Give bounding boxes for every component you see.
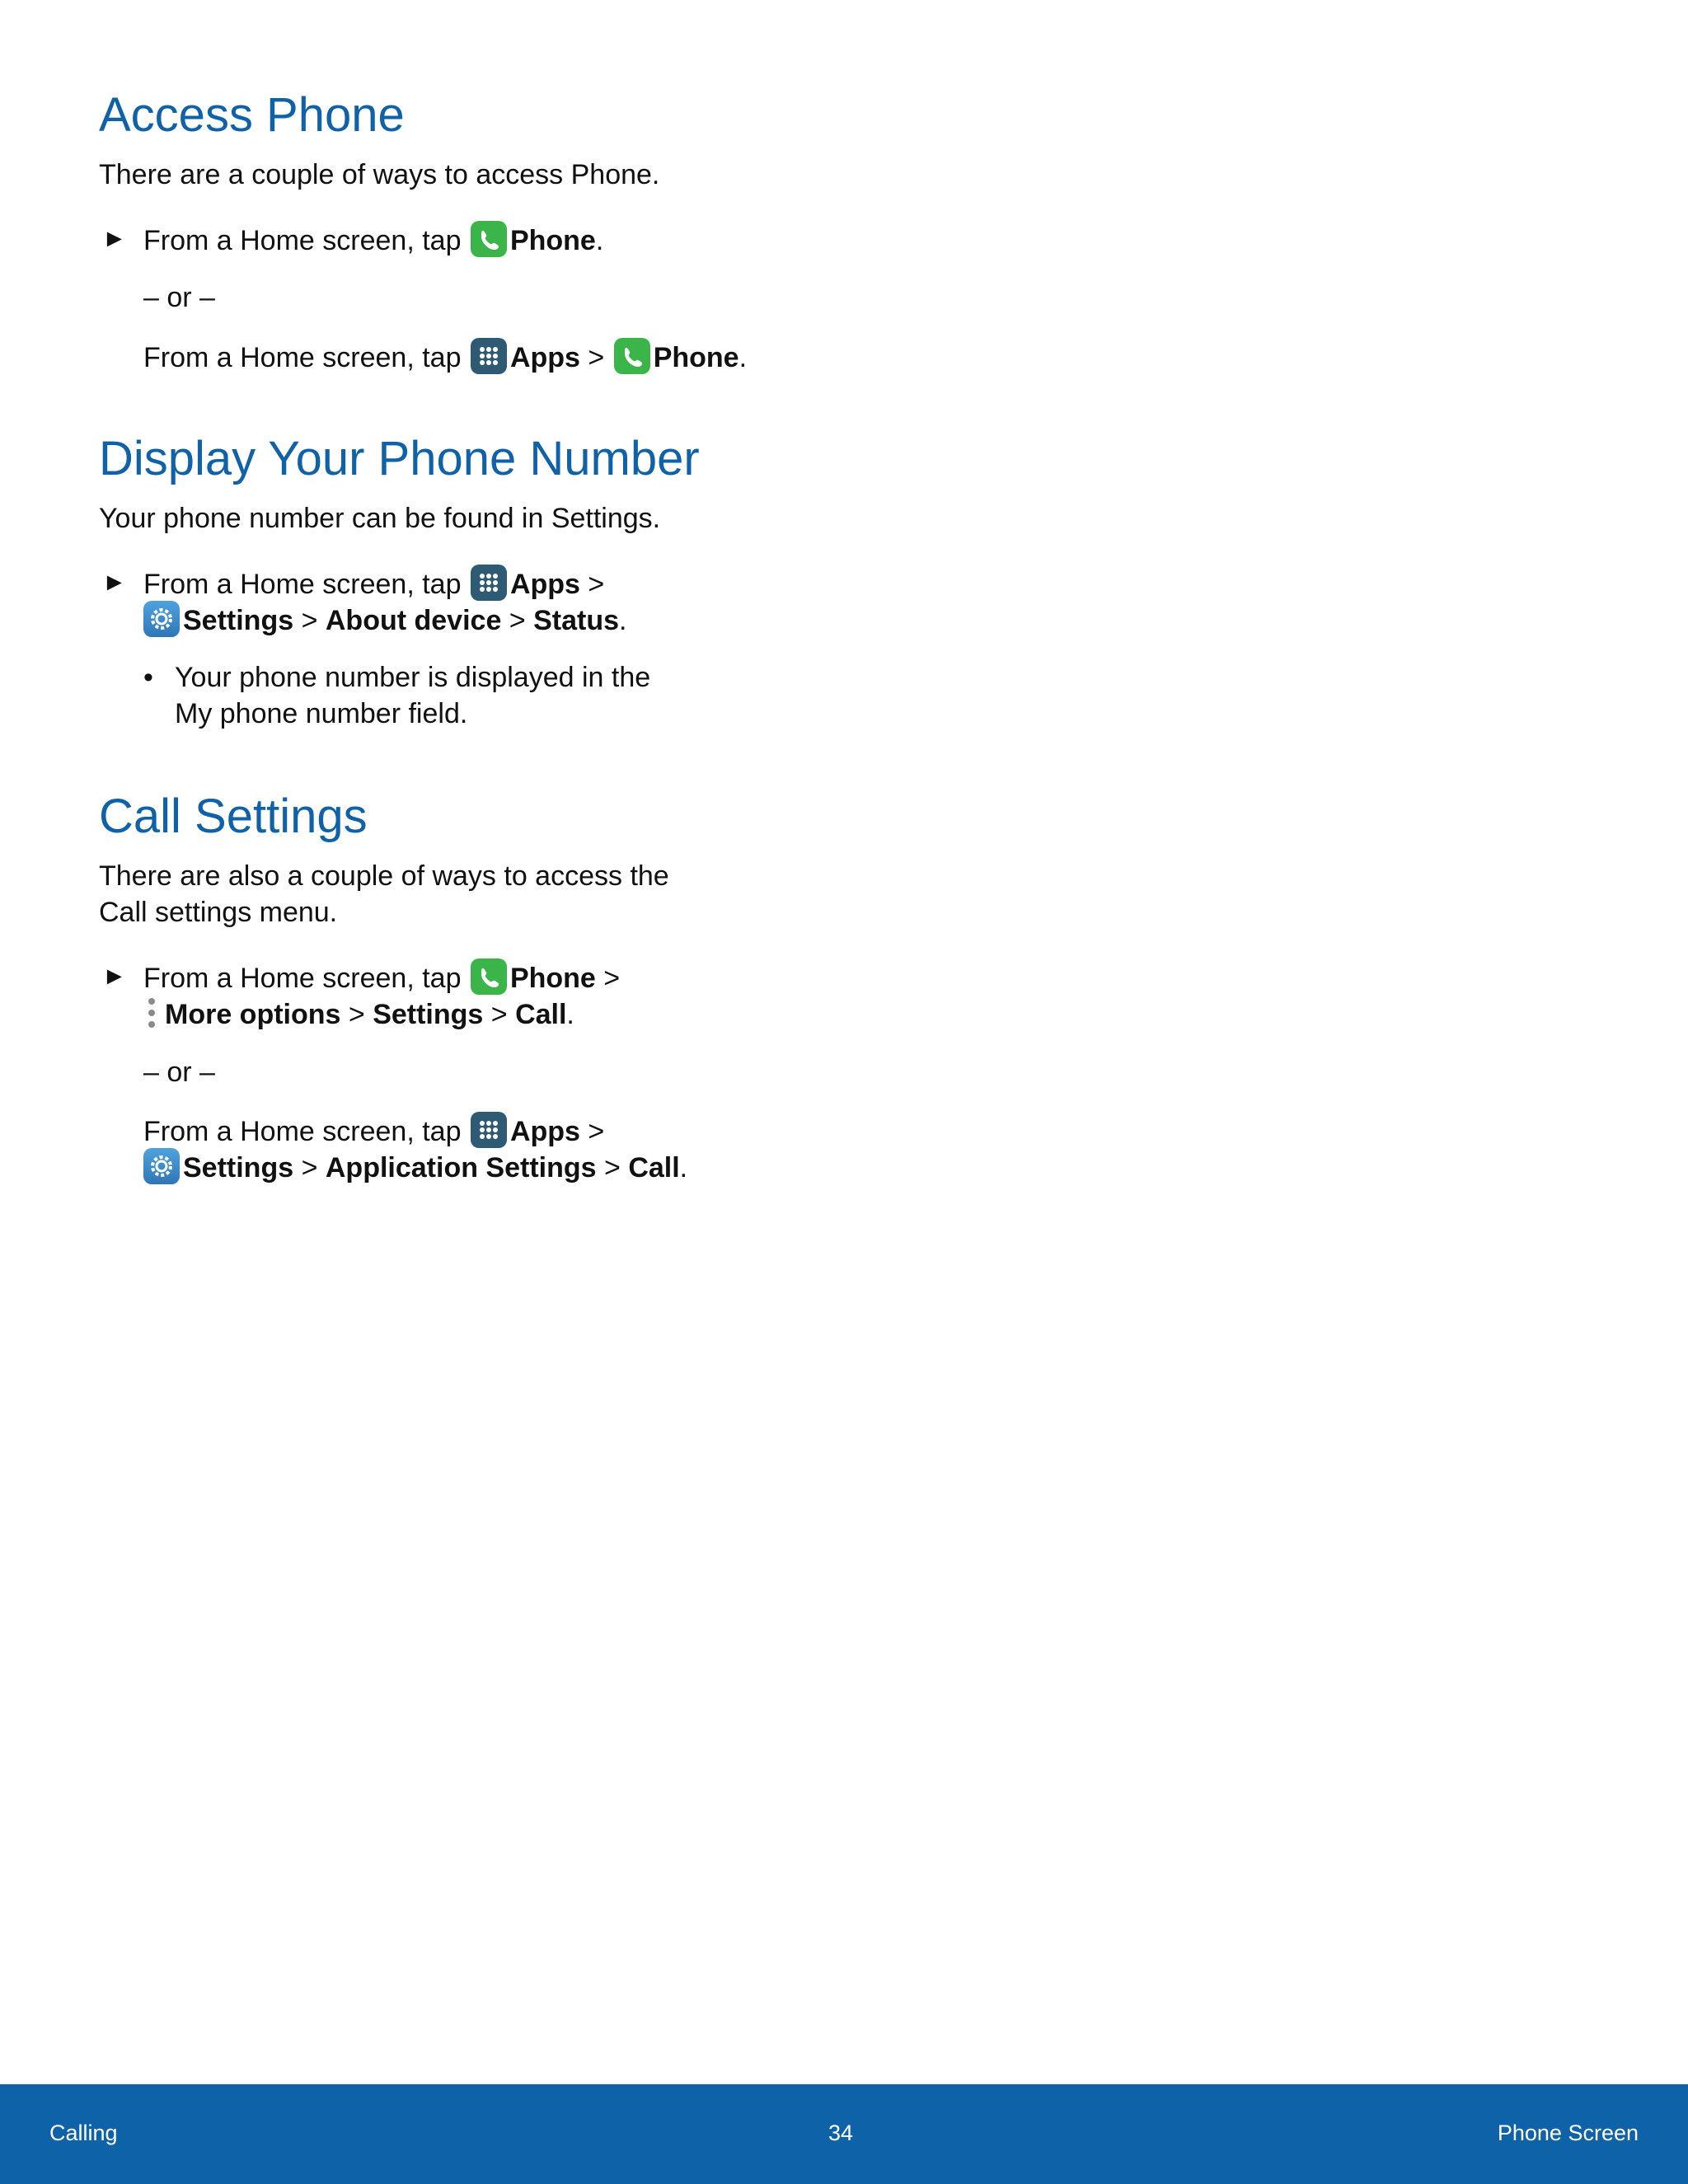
about-device-label: About device	[325, 605, 502, 636]
phone-label: Phone	[653, 342, 739, 373]
apps-label: Apps	[509, 1116, 580, 1147]
settings-icon	[143, 601, 180, 637]
section-title-call-settings: Call Settings	[99, 790, 368, 843]
step-item	[99, 338, 841, 379]
apps-icon	[471, 1112, 507, 1148]
step-line: From a Home screen, tap Apps >	[143, 565, 604, 602]
bullet-dot-icon: •	[143, 662, 153, 693]
settings-label: Settings	[373, 999, 484, 1030]
step-line: From a Home screen, tap Apps >	[143, 1112, 604, 1150]
step-item	[99, 221, 841, 262]
step-text: From a Home screen, tap	[143, 963, 462, 994]
step-text: From a Home screen, tap	[143, 1116, 462, 1147]
or-separator: – or –	[143, 282, 215, 313]
footer-chapter: Calling	[49, 2121, 118, 2145]
step-text: From a Home screen, tap	[143, 569, 462, 600]
section-lead: Call settings menu.	[99, 897, 338, 928]
phone-icon	[614, 338, 650, 374]
step-text: From a Home screen, tap	[143, 342, 462, 373]
phone-label: Phone	[509, 225, 596, 256]
page-footer	[0, 2084, 1688, 2184]
application-settings-label: Application Settings	[325, 1152, 597, 1183]
phone-label: Phone	[509, 963, 596, 994]
step-line: More options > Settings > Call.	[143, 995, 574, 1033]
step-line: Settings > About device > Status.	[142, 601, 626, 639]
more-options-label: More options	[165, 999, 341, 1030]
settings-label: Settings	[183, 1152, 294, 1183]
step-item	[99, 1112, 841, 1194]
apps-icon	[471, 338, 507, 374]
arrow-bullet-icon: ►	[102, 569, 127, 596]
more-options-icon	[143, 995, 160, 1031]
or-separator: – or –	[143, 1057, 215, 1088]
page-number: 34	[828, 2121, 854, 2145]
step-line: From a Home screen, tap Phone >	[143, 958, 620, 996]
apps-icon	[471, 565, 507, 601]
arrow-bullet-icon: ►	[102, 225, 127, 252]
phone-icon	[471, 221, 507, 257]
step-text: From a Home screen, tap	[143, 225, 462, 256]
section-lead: Your phone number can be found in Settings.	[99, 503, 661, 534]
step-item	[99, 565, 841, 647]
section-lead: There are also a couple of ways to access the	[99, 860, 669, 892]
step-line: Settings > Application Settings > Call.	[142, 1148, 687, 1186]
step-item	[99, 958, 841, 1041]
section-title-display-phone-number: Display Your Phone Number	[99, 432, 700, 485]
bullet-text: Your phone number is displayed in the	[175, 662, 651, 693]
status-label: Status	[533, 605, 620, 636]
step-line: From a Home screen, tap Phone.	[143, 221, 603, 259]
call-label: Call	[628, 1152, 680, 1183]
apps-label: Apps	[509, 342, 580, 373]
section-lead: There are a couple of ways to access Phone.	[99, 159, 660, 190]
footer-section: Phone Screen	[1497, 2121, 1639, 2145]
section-title-access-phone: Access Phone	[99, 88, 405, 142]
list-item	[143, 659, 885, 733]
settings-label: Settings	[183, 605, 294, 636]
arrow-bullet-icon: ►	[102, 963, 127, 990]
step-line: From a Home screen, tap Apps > Phone.	[143, 338, 747, 376]
call-label: Call	[515, 999, 567, 1030]
settings-icon	[143, 1148, 180, 1184]
apps-label: Apps	[509, 569, 580, 600]
phone-icon	[471, 958, 507, 995]
bullet-text: My phone number field.	[175, 698, 468, 729]
